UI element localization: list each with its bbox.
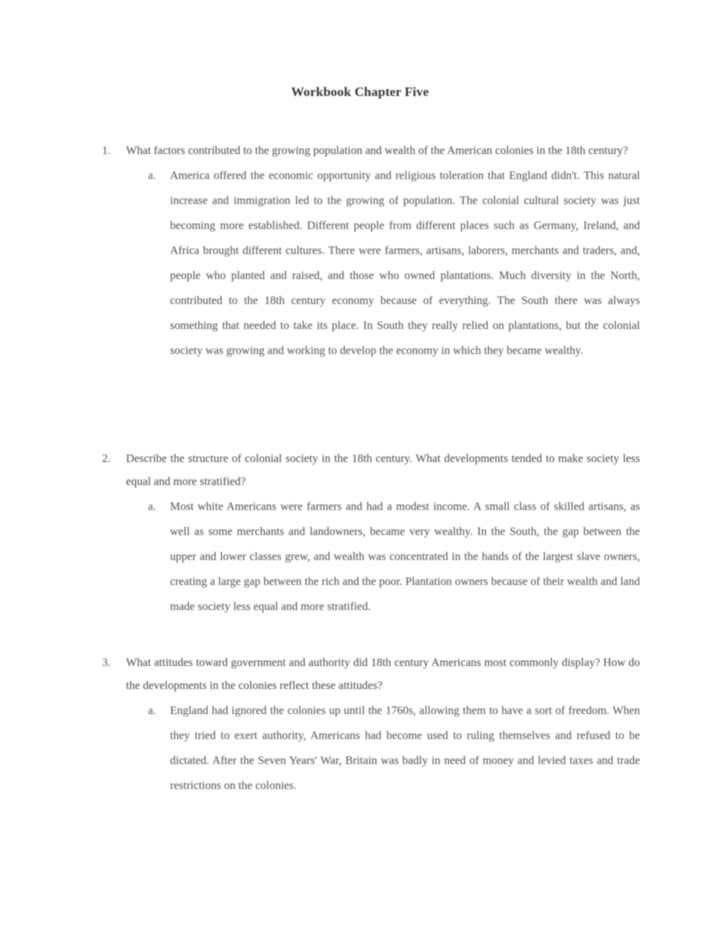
answer-block — [148, 495, 640, 620]
answer-marker: a. — [148, 501, 156, 513]
question-text: What attitudes toward government and authority did 18th century Americans most commonly display? How do the developments in the colonies reflect these attitudes? — [126, 657, 640, 692]
question-text: What factors contributed to the growing population and wealth of the American colonies in the 18th century? — [126, 145, 629, 157]
question-item — [102, 140, 640, 364]
answer-text: Most white Americans were farmers and had a modest income. A small class of skilled artisans, as well as some merchants and landowners, became very wealthy. In the South, the gap between the upper and lower classes grew, and wealth was concentrated in the hands of the largest slave owners, creating a large gap between the rich and the poor. Plantation owners because of their wealth and land made society less equal and more stratified. — [170, 501, 640, 613]
question-item — [102, 448, 640, 620]
question-number: 1. — [102, 145, 111, 157]
answer-marker: a. — [148, 705, 156, 717]
question-text: Describe the structure of colonial society in the 18th century. What developments tended to make society less equal and more stratified? — [126, 453, 640, 488]
question-number: 3. — [102, 657, 111, 669]
answer-text: America offered the economic opportunity and religious toleration that England didn't. This natural increase and immigration led to the growing of population. The colonial cultural society was just becoming more established. Different people from different places such as Germany, Ireland, and Africa brought different cultures. There were farmers, artisans, laborers, merchants and traders, and, people who planted and raised, and those who owned plantations. Much diversity in the North, contributed to the 18th century economy because of everything. The South there was always something that needed to take its place. In South they really relied on plantations, but the colonial society was growing and working to develop the economy in which they became wealthy. — [170, 170, 640, 357]
document-title: Workbook Chapter Five — [291, 84, 429, 99]
question-number: 2. — [102, 453, 111, 465]
answer-marker: a. — [148, 170, 156, 182]
answer-block — [148, 164, 640, 364]
answer-block — [148, 699, 640, 799]
question-item — [102, 652, 640, 799]
answer-text: England had ignored the colonies up until the 1760s, allowing them to have a sort of freedom. When they tried to exert authority, Americans had become used to ruling themselves and refused to be dictated. After the Seven Years' War, Britain was badly in need of money and levied taxes and trade restrictions on the colonies. — [170, 705, 640, 792]
